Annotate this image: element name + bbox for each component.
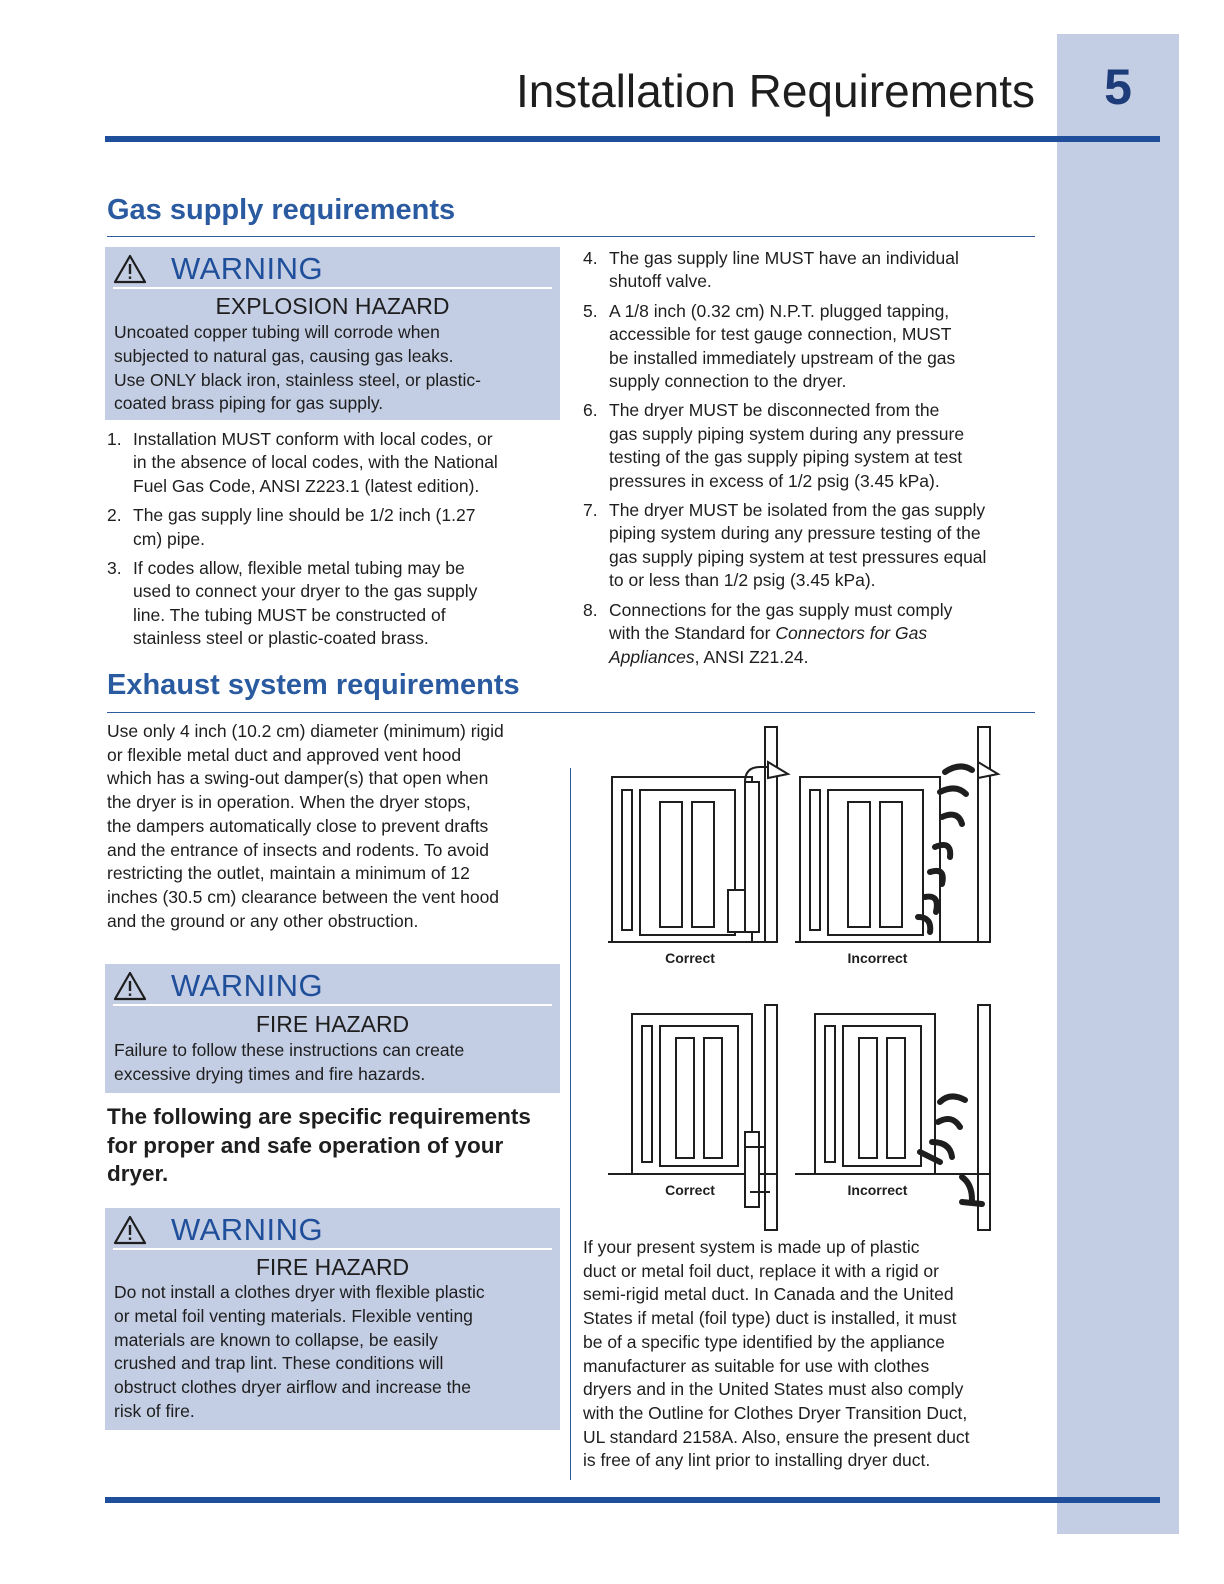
warning-label: WARNING xyxy=(171,968,324,1003)
side-tab xyxy=(1057,34,1179,1534)
list-line: A 1/8 inch (0.32 cm) N.P.T. plugged tapping, xyxy=(609,300,950,321)
list-item xyxy=(583,247,1038,294)
exhaust-section-title: Exhaust system requirements xyxy=(107,669,520,701)
diagram-correct-top xyxy=(608,727,788,942)
closing-line: UL standard 2158A. Also, ensure the present duct xyxy=(583,1426,970,1447)
list-number: 6. xyxy=(583,400,598,421)
intro-line: the dampers automatically close to prevent drafts xyxy=(107,815,489,836)
list-line: The gas supply line should be 1/2 inch (1.27 xyxy=(133,505,476,526)
intro-line: which has a swing-out damper(s) that open when xyxy=(107,768,489,789)
warning-underline xyxy=(113,1004,552,1006)
list-line xyxy=(609,622,1038,645)
intro-line: inches (30.5 cm) clearance between the vent hood xyxy=(107,886,500,907)
warning-line: excessive drying times and fire hazards. xyxy=(114,1063,426,1084)
warning-line: risk of fire. xyxy=(114,1400,195,1421)
intro-line: the dryer is in operation. When the dryer stops, xyxy=(107,792,471,813)
list-line: Fuel Gas Code, ANSI Z223.1 (latest edition). xyxy=(133,475,480,496)
list-line: accessible for test gauge connection, MUST xyxy=(609,324,952,345)
closing-line: dryers and in the United States must also comply xyxy=(583,1379,964,1400)
page-number: 5 xyxy=(1104,59,1132,115)
gas-section-title: Gas supply requirements xyxy=(107,194,456,226)
intro-line: Use only 4 inch (10.2 cm) diameter (minimum) rigid xyxy=(107,721,504,741)
requirements-line: for proper and safe operation of your xyxy=(107,1132,504,1158)
requirements-line: dryer. xyxy=(107,1161,169,1186)
warning-triangle-icon xyxy=(113,254,147,284)
intro-line: and the ground or any other obstruction. xyxy=(107,910,419,931)
list-number: 2. xyxy=(107,505,122,526)
hazard-title: EXPLOSION HAZARD xyxy=(215,293,450,319)
warning-line: Do not install a clothes dryer with flexible plastic xyxy=(114,1282,485,1302)
list-line: The dryer MUST be isolated from the gas supply xyxy=(609,500,986,521)
list-text: , ANSI Z21.24. xyxy=(694,646,809,667)
fire-warning-box-2 xyxy=(105,1208,560,1430)
footer-rule xyxy=(105,1497,1160,1503)
list-number: 7. xyxy=(583,500,598,521)
caption-incorrect-top: Incorrect xyxy=(847,950,908,966)
warning-underline xyxy=(113,287,552,289)
list-line: cm) pipe. xyxy=(133,528,205,549)
closing-line: with the Outline for Clothes Dryer Transition Duct, xyxy=(583,1402,968,1423)
list-item xyxy=(107,428,562,498)
list-line: gas supply piping system during any pressure xyxy=(609,423,965,444)
requirements-statement xyxy=(107,1103,562,1189)
venting-diagrams xyxy=(600,722,1020,1232)
header-rule xyxy=(105,136,1160,142)
fire-warning-box-1 xyxy=(105,964,560,1093)
closing-line: If your present system is made up of plastic xyxy=(583,1237,920,1257)
list-line: be installed immediately upstream of the gas xyxy=(609,347,956,368)
warning-text xyxy=(114,321,550,416)
warning-line: subjected to natural gas, causing gas leaks. xyxy=(114,345,454,366)
closing-line: be of a specific type identified by the appliance xyxy=(583,1331,945,1352)
intro-line: restricting the outlet, maintain a minimum of 12 xyxy=(107,863,470,884)
warning-line: obstruct clothes dryer airflow and increase the xyxy=(114,1377,471,1398)
warning-text xyxy=(114,1281,550,1424)
intro-line: and the entrance of insects and rodents. To avoid xyxy=(107,839,490,860)
list-number: 5. xyxy=(583,300,598,321)
warning-line: materials are known to collapse, be easily xyxy=(114,1329,438,1350)
warning-line: Uncoated copper tubing will corrode when xyxy=(114,322,440,342)
requirements-line: The following are specific requirements xyxy=(107,1104,531,1129)
gas-list-right xyxy=(583,247,1038,675)
exhaust-section-rule xyxy=(107,712,1035,713)
closing-line: States if metal (foil type) duct is installed, it must xyxy=(583,1308,957,1329)
column-divider xyxy=(570,768,571,1480)
warning-label: WARNING xyxy=(171,1212,324,1247)
list-item xyxy=(583,599,1038,669)
list-line: gas supply piping system at test pressures equal xyxy=(609,546,987,567)
diagram-incorrect-top xyxy=(795,727,998,942)
caption-correct-bottom: Correct xyxy=(665,1182,715,1198)
warning-line: Failure to follow these instructions can create xyxy=(114,1040,465,1060)
list-item xyxy=(583,499,1038,593)
list-line: The gas supply line MUST have an individual xyxy=(609,248,959,268)
list-text: with the Standard for xyxy=(609,623,776,644)
warning-label: WARNING xyxy=(171,251,324,286)
warning-line: Use ONLY black iron, stainless steel, or plastic- xyxy=(114,369,481,390)
hazard-title: FIRE HAZARD xyxy=(255,1011,410,1037)
warning-underline xyxy=(113,1248,552,1250)
warning-line: crushed and trap lint. These conditions will xyxy=(114,1353,444,1374)
list-line xyxy=(609,646,1038,669)
list-item xyxy=(583,399,1038,493)
list-number: 3. xyxy=(107,558,122,579)
closing-line: duct or metal foil duct, replace it with a rigid or xyxy=(583,1260,939,1281)
list-line: Connections for the gas supply must comply xyxy=(609,599,953,620)
explosion-warning-box xyxy=(105,247,560,420)
list-line: stainless steel or plastic-coated brass. xyxy=(133,628,429,649)
page-title: Installation Requirements xyxy=(515,65,1035,117)
list-line: supply connection to the dryer. xyxy=(609,371,847,392)
gas-list-left xyxy=(107,428,562,657)
standard-name: Appliances xyxy=(609,646,695,667)
closing-line: semi-rigid metal duct. In Canada and the United xyxy=(583,1284,954,1305)
list-line: used to connect your dryer to the gas supply xyxy=(133,581,478,602)
closing-line: manufacturer as suitable for use with clothes xyxy=(583,1355,930,1376)
list-line: pressures in excess of 1/2 psig (3.45 kPa). xyxy=(609,470,940,491)
warning-line: or metal foil venting materials. Flexible venting xyxy=(114,1305,473,1326)
exhaust-closing xyxy=(583,1236,1043,1473)
intro-line: or flexible metal duct and approved vent hood xyxy=(107,744,462,765)
hazard-title: FIRE HAZARD xyxy=(255,1254,410,1280)
caption-incorrect-bottom: Incorrect xyxy=(847,1182,908,1198)
list-line: The dryer MUST be disconnected from the xyxy=(609,400,940,421)
list-line: in the absence of local codes, with the National xyxy=(133,452,498,473)
list-item xyxy=(583,300,1038,394)
list-line: If codes allow, flexible metal tubing may be xyxy=(133,558,465,579)
list-number: 1. xyxy=(107,429,122,449)
gas-section-rule xyxy=(107,236,1035,237)
list-line: piping system during any pressure testing of the xyxy=(609,523,981,544)
warning-triangle-icon xyxy=(113,1215,147,1245)
warning-text xyxy=(114,1039,550,1087)
exhaust-intro xyxy=(107,720,562,933)
list-number: 8. xyxy=(583,599,598,620)
list-line: shutoff valve. xyxy=(609,271,712,292)
warning-line: coated brass piping for gas supply. xyxy=(114,393,384,414)
standard-name: Connectors for Gas xyxy=(775,623,928,644)
closing-line: is free of any lint prior to installing dryer duct. xyxy=(583,1450,931,1471)
list-item xyxy=(107,557,562,651)
list-number: 4. xyxy=(583,248,598,268)
list-line: Installation MUST conform with local codes, or xyxy=(133,429,493,449)
list-line: to or less than 1/2 psig (3.45 kPa). xyxy=(609,570,876,591)
list-line: line. The tubing MUST be constructed of xyxy=(133,604,446,625)
warning-triangle-icon xyxy=(113,971,147,1001)
list-line: testing of the gas supply piping system at test xyxy=(609,447,963,468)
list-item xyxy=(107,504,562,551)
caption-correct-top: Correct xyxy=(665,950,715,966)
